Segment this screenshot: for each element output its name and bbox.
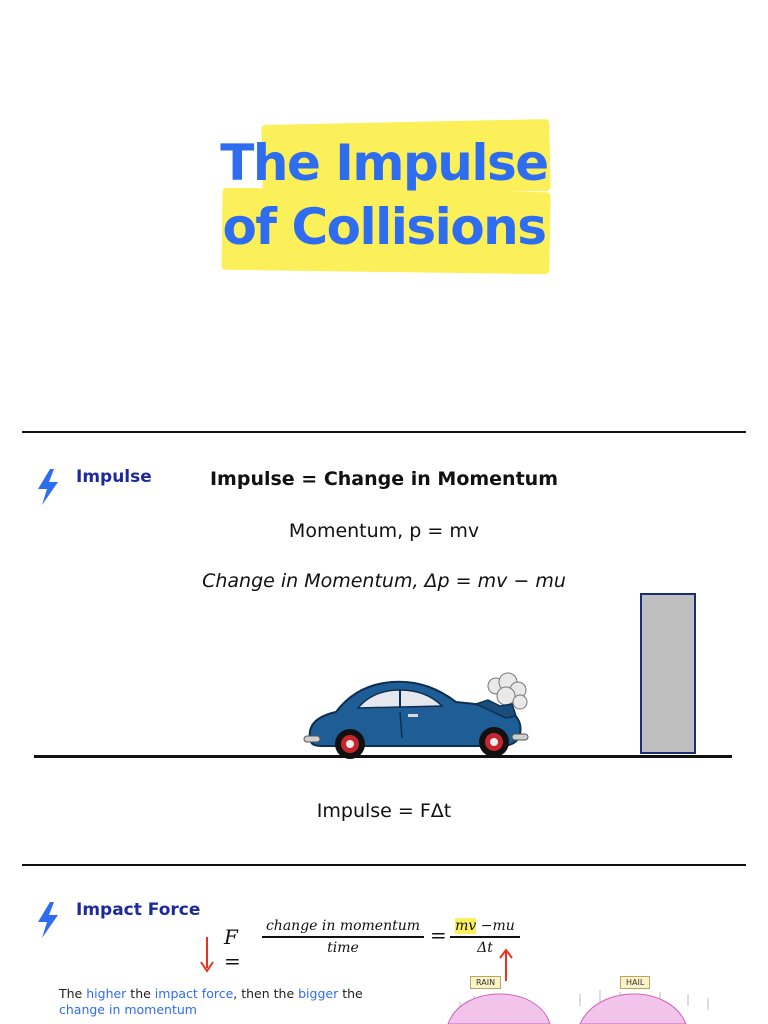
change-in-momentum-equation: Change in Momentum, Δp = mv − mu: [202, 570, 566, 592]
title-slide: [0, 0, 768, 420]
desc-highlight: higher: [86, 986, 127, 1001]
lightning-bolt-icon: [33, 900, 63, 940]
fraction-numerator: change in momentum: [265, 918, 421, 934]
slide-divider-1: [22, 431, 746, 433]
rain-hail-diagram: [440, 972, 730, 1024]
desc-text: the: [338, 986, 363, 1001]
term-mu: −mu: [476, 918, 515, 934]
crashed-car-illustration: [300, 672, 540, 760]
desc-highlight: impact force: [154, 986, 234, 1001]
impulse-formula: Impulse = FΔt: [316, 800, 452, 822]
wall-block: [640, 593, 696, 754]
fraction-denominator-2: Δt: [477, 939, 493, 956]
momentum-equation: Momentum, p = mv: [288, 520, 480, 542]
fraction-momentum-time: [262, 916, 424, 958]
fraction-denominator: time: [327, 939, 359, 956]
highlight-mv: mv: [455, 918, 477, 934]
arrow-down-icon: [199, 936, 215, 974]
desc-highlight: change in momentum: [59, 1002, 197, 1017]
formula-equals: =: [430, 923, 447, 947]
desc-text: the: [126, 986, 155, 1001]
desc-text: The: [59, 986, 87, 1001]
desc-text: , then the: [233, 986, 299, 1001]
impulse-heading: Impulse: [76, 467, 152, 487]
hail-tag: HAIL: [620, 976, 650, 989]
desc-highlight: bigger: [298, 986, 339, 1001]
fraction-numerator-2: [450, 916, 520, 936]
title-line-1: The Impulse: [220, 134, 548, 192]
ground-line: [34, 755, 732, 758]
impact-force-heading: Impact Force: [76, 900, 201, 920]
impact-description: [59, 986, 379, 1018]
formula-lhs: F =: [224, 925, 241, 973]
title-line-2: of Collisions: [222, 198, 546, 256]
rain-tag: RAIN: [470, 976, 501, 989]
slide-divider-2: [22, 864, 746, 866]
impulse-main-equation: Impulse = Change in Momentum: [209, 468, 558, 490]
